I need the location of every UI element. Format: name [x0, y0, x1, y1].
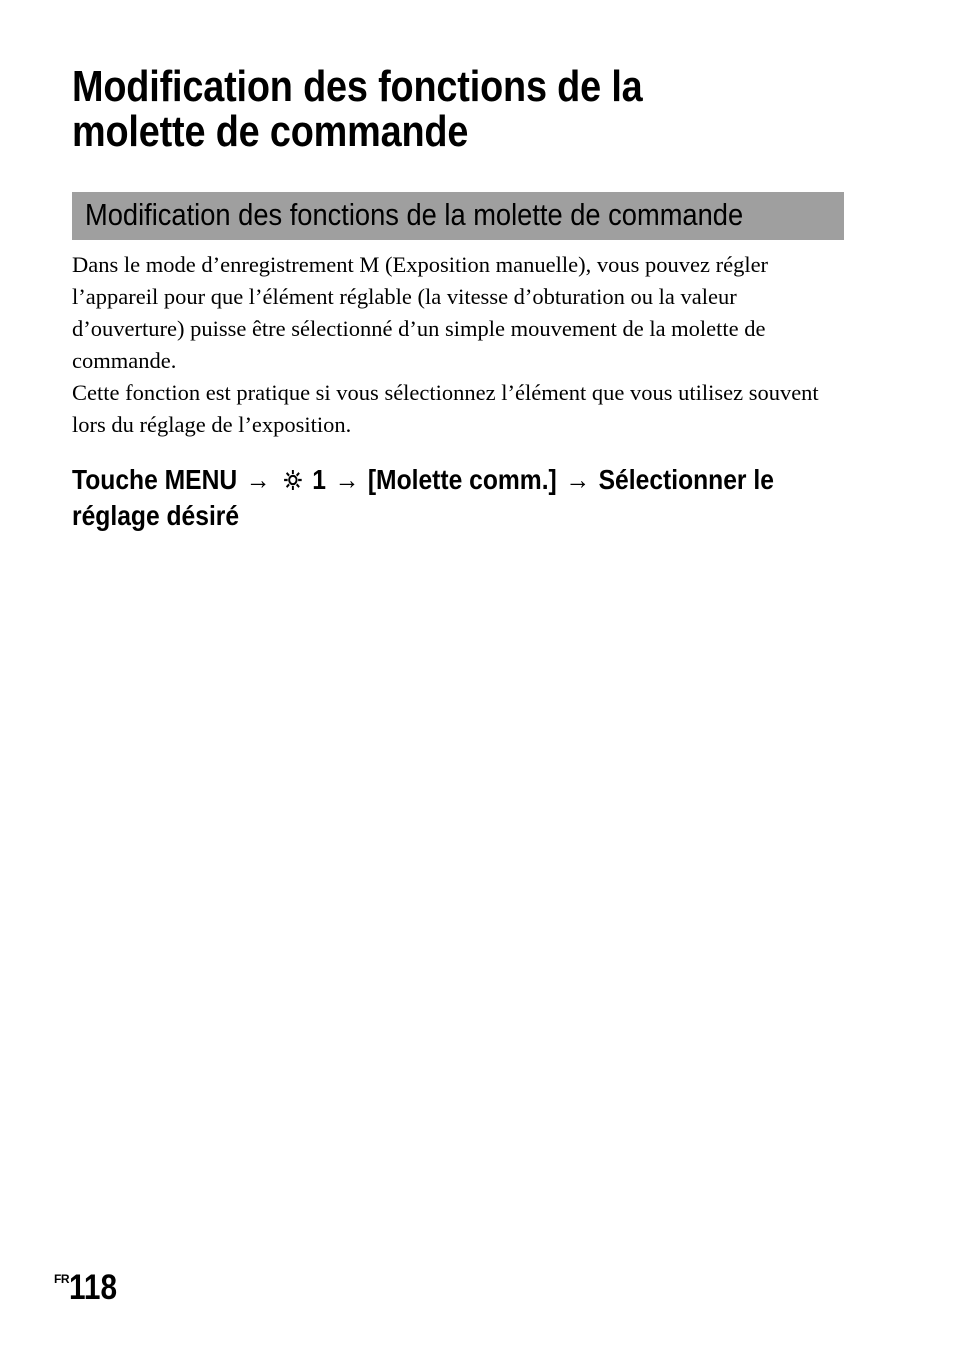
arrow-right-icon: →: [245, 464, 271, 495]
step-menu-item: [Molette comm.]: [367, 464, 557, 495]
section-heading: Modification des fonctions de la molette de commande: [85, 197, 744, 232]
step-tab-number: 1: [312, 464, 326, 495]
arrow-right-icon: →: [565, 464, 591, 495]
procedure-line-2: [72, 498, 758, 534]
procedure-line-1: [72, 462, 774, 498]
body-text: [72, 249, 852, 441]
section-heading-bar: [72, 192, 844, 240]
page-number: [54, 1268, 125, 1308]
page-title: Modification des fonctions de la molette de commande: [72, 62, 643, 156]
gear-icon: [283, 468, 304, 492]
step-select-text-2: réglage désiré: [72, 500, 240, 531]
paragraph-1: Dans le mode d’enregistrement M (Exposition manuelle), vous pouvez régler l’appareil pour que l’élément réglable (la vitesse d’obturation ou la valeur d’ouverture) puisse être sélectionné d’un simple mouvement de la molette de commande.: [72, 252, 769, 373]
step-select-text-1: Sélectionner le: [598, 464, 774, 495]
language-code: FR: [54, 1272, 69, 1286]
procedure-steps: [72, 462, 852, 534]
step-menu-button: Touche MENU: [72, 464, 238, 495]
page-number-value: 118: [69, 1268, 117, 1307]
paragraph-2: Cette fonction est pratique si vous sélectionnez l’élément que vous utilisez souvent lors du réglage de l’exposition.: [72, 380, 819, 437]
arrow-right-icon: →: [334, 464, 360, 495]
